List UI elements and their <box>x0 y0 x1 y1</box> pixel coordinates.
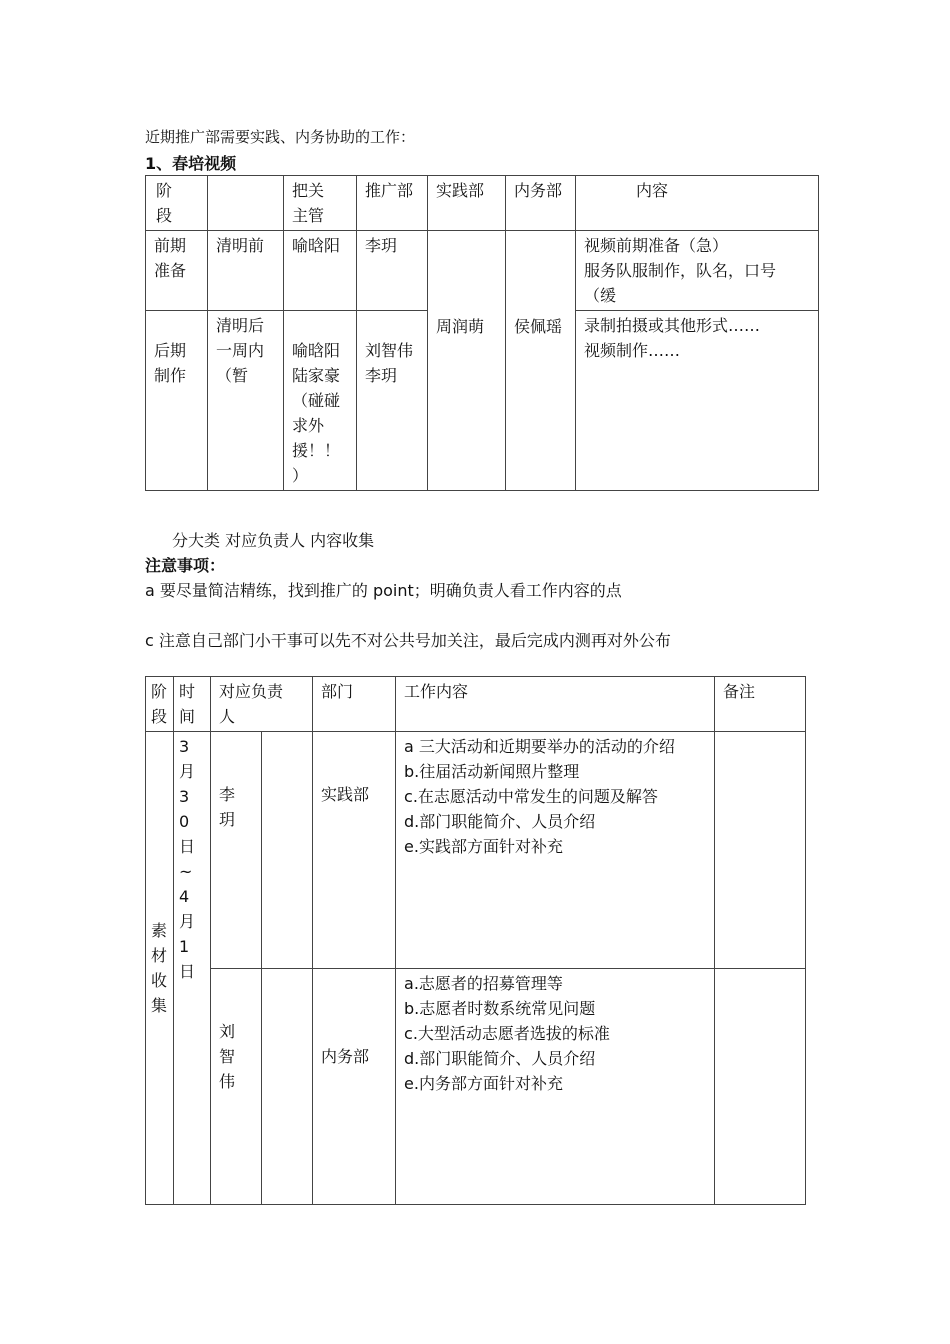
header-content: 内容 <box>576 176 819 231</box>
header-dept: 部门 <box>313 677 396 732</box>
promo-cell: 刘智伟 李玥 <box>357 311 428 491</box>
supervisor-cell: 喻晗阳 <box>284 231 357 311</box>
header-person: 对应负责 人 <box>211 677 313 732</box>
table-row <box>146 231 819 311</box>
header-supervisor: 把关 主管 <box>284 176 357 231</box>
header-time: 时 间 <box>174 677 211 732</box>
blank-cell <box>262 969 313 1205</box>
video-task-table <box>145 175 819 491</box>
stage-cell: 后期 制作 <box>146 311 208 491</box>
remark-cell <box>715 732 806 969</box>
content-cell: 录制拍摄或其他形式…… 视频制作…… <box>576 311 819 491</box>
content-cell: a 三大活动和近期要举办的活动的介绍 b.往届活动新闻照片整理 c.在志愿活动中常发生的问题及解答 d.部门职能简介、人员介绍 e.实践部方面针对补充 <box>396 732 715 969</box>
supervisor-cell: 喻晗阳 陆家豪 （碰碰 求外 援！！ ） <box>284 311 357 491</box>
material-collection-table <box>145 676 806 1205</box>
header-promo: 推广部 <box>357 176 428 231</box>
note-a: a 要尽量简洁精练，找到推广的 point；明确负责人看工作内容的点 <box>145 581 622 600</box>
time-cell: 清明前 <box>208 231 284 311</box>
blank-cell <box>262 732 313 969</box>
header-time <box>208 176 284 231</box>
table-row <box>146 969 806 1205</box>
practice-cell: 周润萌 <box>428 231 506 491</box>
content-cell: 视频前期准备（急） 服务队服制作，队名，口号 （缓 <box>576 231 819 311</box>
time-cell: 清明后 一周内 （暂 <box>208 311 284 491</box>
category-line: 分大类 对应负责人 内容收集 <box>172 531 375 550</box>
header-internal: 内务部 <box>506 176 576 231</box>
time-cell: 3 月 3 0 日 ~ 4 月 1 日 <box>174 732 211 1205</box>
stage-cell: 素 材 收 集 <box>146 732 174 1205</box>
dept-cell: 实践部 <box>313 732 396 969</box>
table-header-row <box>146 176 819 231</box>
person-cell: 李 玥 <box>211 732 262 969</box>
content-cell: a.志愿者的招募管理等 b.志愿者时数系统常见问题 c.大型活动志愿者选拔的标准 d.部门职能简介、人员介绍 e.内务部方面针对补充 <box>396 969 715 1205</box>
header-remark: 备注 <box>715 677 806 732</box>
remark-cell <box>715 969 806 1205</box>
header-content: 工作内容 <box>396 677 715 732</box>
section-title: 1、春培视频 <box>145 154 237 173</box>
table-row <box>146 732 806 969</box>
internal-cell: 侯佩瑶 <box>506 231 576 491</box>
header-practice: 实践部 <box>428 176 506 231</box>
person-cell: 刘 智 伟 <box>211 969 262 1205</box>
note-c: c 注意自己部门小干事可以先不对公共号加关注，最后完成内测再对外公布 <box>145 631 671 650</box>
table-header-row <box>146 677 806 732</box>
stage-cell: 前期 准备 <box>146 231 208 311</box>
dept-cell: 内务部 <box>313 969 396 1205</box>
promo-cell: 李玥 <box>357 231 428 311</box>
header-stage: 阶 段 <box>146 677 174 732</box>
header-stage: 阶 段 <box>146 176 208 231</box>
intro-text: 近期推广部需要实践、内务协助的工作： <box>145 128 416 146</box>
notes-title: 注意事项： <box>145 556 226 575</box>
